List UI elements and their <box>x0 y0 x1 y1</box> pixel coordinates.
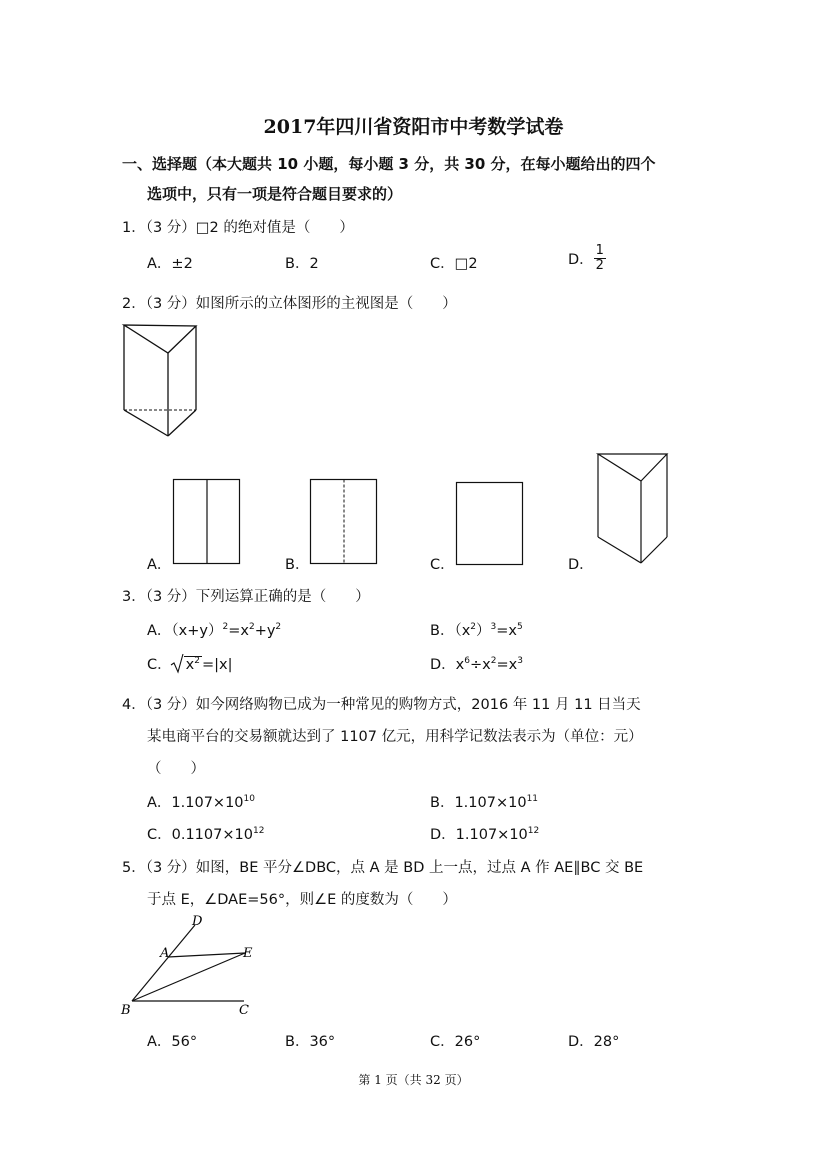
question-4-line2: 某电商平台的交易额就达到了 1107 亿元，用科学记数法表示为（单位：元） <box>147 729 643 745</box>
q2-option-a-figure <box>173 479 241 565</box>
superscript: 2 <box>275 622 282 632</box>
text: D．1.107×10 <box>430 827 528 843</box>
superscript: 6 <box>464 656 470 666</box>
label-b: B <box>121 1003 131 1018</box>
q1-option-b: B．2 <box>285 256 319 272</box>
q3-option-d <box>430 653 523 674</box>
text: ） <box>476 623 491 639</box>
q4-option-a <box>147 791 255 812</box>
label-d: D <box>192 914 203 929</box>
text: A．（x+y） <box>147 623 223 639</box>
superscript: 3 <box>490 622 497 632</box>
superscript: 2 <box>490 656 497 666</box>
superscript: 2 <box>470 622 477 632</box>
question-3-stem: 3．（3 分）下列运算正确的是（ ） <box>122 589 370 605</box>
q5-option-d: D．28° <box>568 1034 620 1050</box>
q2-option-d: D． <box>568 557 594 573</box>
text: =x <box>496 657 518 673</box>
superscript: 11 <box>526 794 539 804</box>
label-c: C <box>239 1003 249 1018</box>
text: D．x <box>430 657 465 673</box>
text: =|x| <box>201 657 233 673</box>
superscript: 12 <box>527 826 540 836</box>
question-4-line3: （ ） <box>147 761 205 777</box>
q2-option-d-figure <box>595 451 670 566</box>
q3-option-a <box>147 619 281 640</box>
q4-option-d <box>430 823 539 844</box>
label-a: A <box>160 946 170 961</box>
q2-option-a: A． <box>147 557 172 573</box>
text: =x <box>496 623 517 639</box>
square-root <box>172 656 202 673</box>
text: B．（x <box>430 623 471 639</box>
q2-option-c: C． <box>430 557 455 573</box>
page-title: 2017年四川省资阳市中考数学试卷 <box>263 116 564 138</box>
q1-option-c: C．□2 <box>430 256 478 272</box>
triangular-prism-figure <box>120 322 210 442</box>
fraction-numerator: 1 <box>595 243 604 258</box>
text: B．1.107×10 <box>430 795 527 811</box>
question-5-line1: 5．（3 分）如图，BE 平分∠DBC，点 A 是 BD 上一点，过点 A 作 AE∥BC 交 BE <box>122 860 644 876</box>
q1-option-d <box>568 244 606 273</box>
superscript: 3 <box>517 656 523 666</box>
q2-option-b: B． <box>285 557 310 573</box>
superscript: 2 <box>248 622 255 632</box>
label-e: E <box>243 946 253 961</box>
question-5-line2: 于点 E，∠DAE=56°，则∠E 的度数为（ ） <box>147 892 457 908</box>
radical-sign-icon <box>170 653 184 675</box>
q2-option-b-figure <box>310 479 378 565</box>
q4-option-c <box>147 823 264 844</box>
radicand: x <box>185 657 195 673</box>
q3-option-b <box>430 619 523 640</box>
question-2-stem: 2．（3 分）如图所示的立体图形的主视图是（ ） <box>122 296 457 312</box>
text: C． <box>147 657 172 673</box>
q1-option-a: A．±2 <box>147 256 193 272</box>
superscript: 2 <box>222 622 229 632</box>
page-footer: 第 1 页（共 32 页） <box>358 1073 469 1087</box>
text: +y <box>254 623 276 639</box>
q3-option-c <box>147 653 232 674</box>
text: =x <box>228 623 249 639</box>
q1-option-d-label: D． <box>568 252 594 268</box>
section-heading-line1: 一、选择题（本大题共 10 小题，每小题 3 分，共 30 分，在每小题给出的四个 <box>122 155 656 173</box>
q1-option-d-fraction <box>594 244 606 273</box>
section-heading-line2: 选项中，只有一项是符合题目要求的） <box>147 185 403 203</box>
text: ÷x <box>469 657 491 673</box>
q5-option-c: C．26° <box>430 1034 481 1050</box>
superscript: 2 <box>194 656 200 666</box>
q2-option-c-figure <box>456 482 524 566</box>
text: A．1.107×10 <box>147 795 244 811</box>
question-4-line1: 4．（3 分）如今网络购物已成为一种常见的购物方式，2016 年 11 月 11 日当天 <box>122 697 641 713</box>
superscript: 12 <box>252 826 265 836</box>
superscript: 5 <box>516 622 523 632</box>
question-1-stem: 1．（3 分）□2 的绝对值是（ ） <box>122 220 354 236</box>
angle-bisector-figure <box>118 912 268 1022</box>
text: C．0.1107×10 <box>147 827 253 843</box>
q4-option-b <box>430 791 538 812</box>
superscript: 10 <box>243 794 255 804</box>
fraction-denominator: 2 <box>595 258 604 273</box>
q5-option-b: B．36° <box>285 1034 336 1050</box>
q5-option-a: A．56° <box>147 1034 198 1050</box>
